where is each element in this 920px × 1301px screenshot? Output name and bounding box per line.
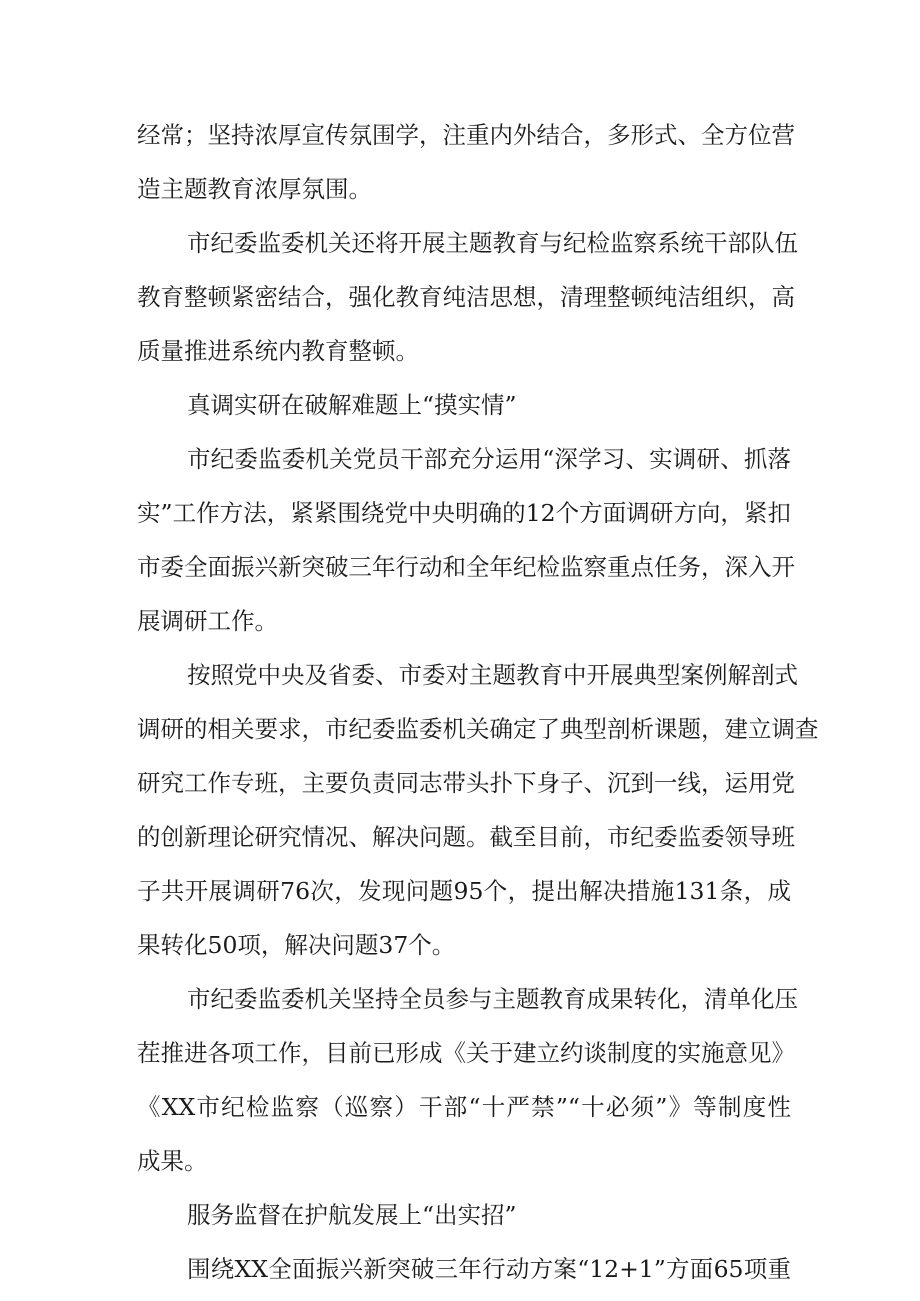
text-line-2: 造主题教育浓厚氛围。 xyxy=(137,175,372,203)
text-line-13: 研究工作专班，主要负责同志带头扑下身子、沉到一线，运用党 xyxy=(137,769,795,797)
text-line-3: 市纪委监委机关还将开展主题教育与纪检监察系统干部队伍 xyxy=(187,229,798,257)
text-line-1: 经常；坚持浓厚宣传氛围学，注重内外结合，多形式、全方位营 xyxy=(137,121,795,149)
text-line-8: 实”工作方法，紧紧围绕党中央明确的12个方面调研方向，紧扣 xyxy=(137,499,791,527)
text-line-7: 市纪委监委机关党员干部充分运用“深学习、实调研、抓落 xyxy=(187,445,791,473)
text-line-19: 《XX市纪检监察（巡察）干部“十严禁”“十必须”》等制度性 xyxy=(137,1093,791,1121)
text-line-15: 子共开展调研76次，发现问题95个，提出解决措施131条，成 xyxy=(137,877,791,905)
text-line-4: 教育整顿紧密结合，强化教育纯洁思想，清理整顿纯洁组织，高 xyxy=(137,283,795,311)
text-line-10: 展调研工作。 xyxy=(137,607,278,635)
text-line-11: 按照党中央及省委、市委对主题教育中开展典型案例解剖式 xyxy=(187,661,798,689)
text-line-20: 成果。 xyxy=(137,1147,208,1175)
text-line-14: 的创新理论研究情况、解决问题。截至目前，市纪委监委领导班 xyxy=(137,823,795,851)
text-line-18: 茬推进各项工作，目前已形成《关于建立约谈制度的实施意见》 xyxy=(137,1039,795,1067)
section-heading-service: 服务监督在护航发展上“出实招” xyxy=(187,1201,517,1229)
text-line-5: 质量推进系统内教育整顿。 xyxy=(137,337,419,365)
document-body xyxy=(137,108,819,1296)
text-line-17: 市纪委监委机关坚持全员参与主题教育成果转化，清单化压 xyxy=(187,985,798,1013)
text-line-12: 调研的相关要求，市纪委监委机关确定了典型剖析课题，建立调查 xyxy=(137,715,819,743)
text-line-9: 市委全面振兴新突破三年行动和全年纪检监察重点任务，深入开 xyxy=(137,553,795,581)
text-line-16: 果转化50项，解决问题37个。 xyxy=(137,931,456,959)
text-line-22: 围绕XX全面振兴新突破三年行动方案“12+1”方面65项重 xyxy=(187,1255,791,1283)
section-heading-research: 真调实研在破解难题上“摸实情” xyxy=(187,391,517,419)
